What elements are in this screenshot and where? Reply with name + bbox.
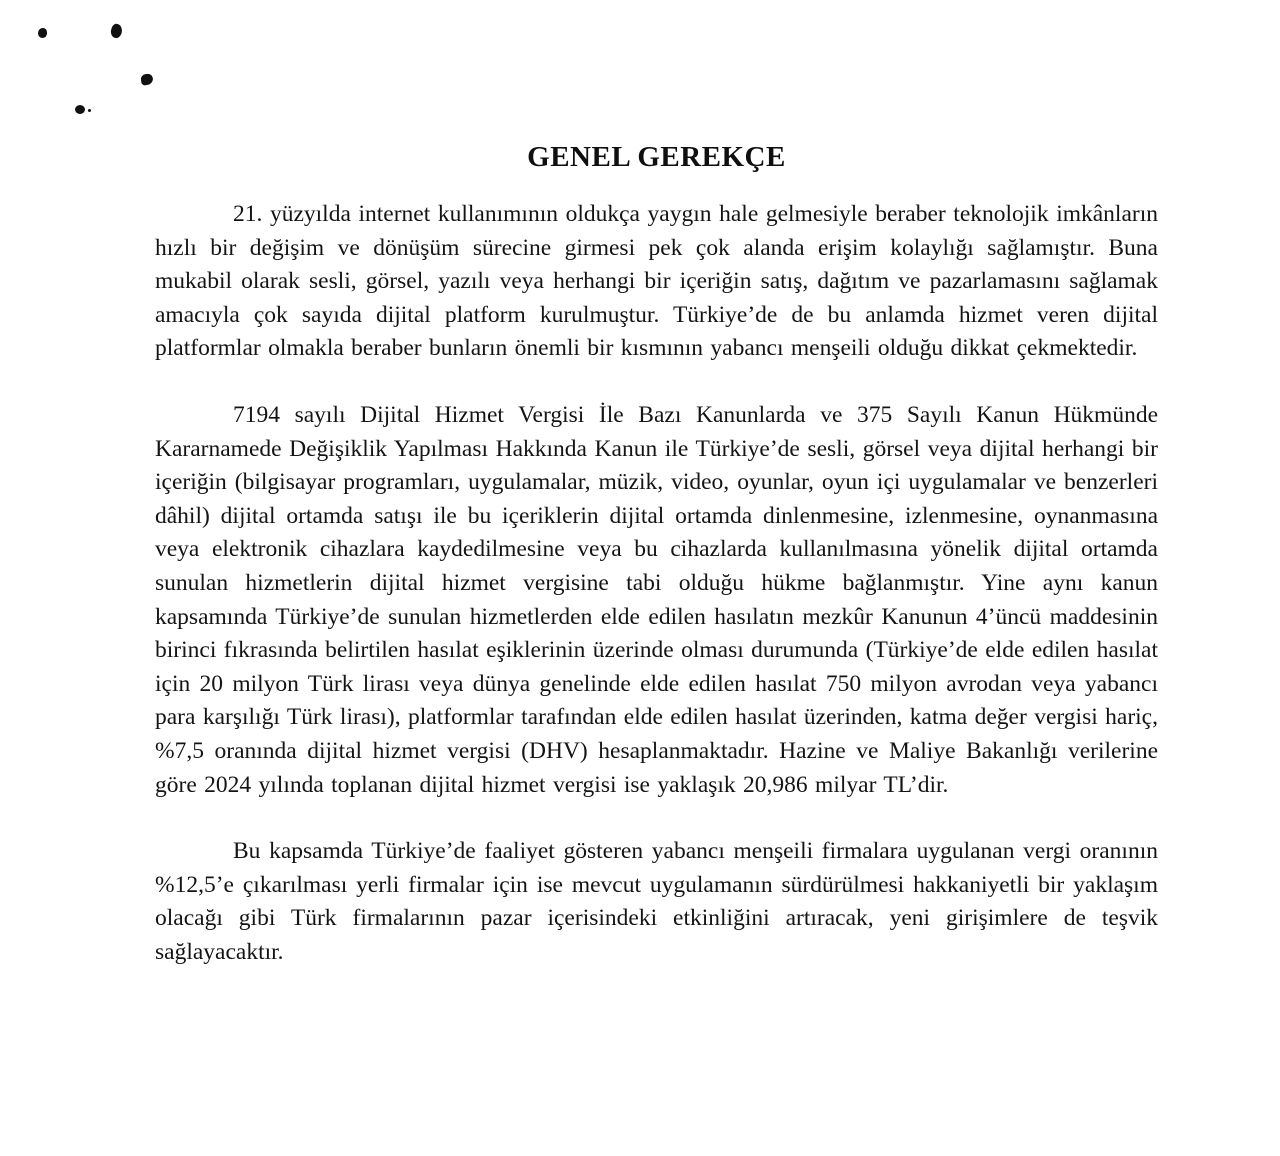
- paragraph-conclusion: Bu kapsamda Türkiye’de faaliyet gösteren yabancı menşeili firmalara uygulanan vergi oranının %12,5’e çıkarılması yerli firmalar için ise mevcut uygulamanın sürdürülmesi hakkaniyetli bir yaklaşım olacağı gibi Türk firmalarının pazar içerisindeki etkinliğini artıracak, yeni girişimlere de teşvik sağlayacaktır.: [155, 838, 1158, 965]
- document-body: [155, 198, 1158, 969]
- document-title: GENEL GEREKÇE: [527, 141, 786, 173]
- ink-speck: [88, 109, 91, 112]
- paragraph-intro: 21. yüzyılda internet kullanımının oldukça yaygın hale gelmesiyle beraber teknolojik imkânların hızlı bir değişim ve dönüşüm sürecine girmesi pek çok alanda erişim kolaylığı sağlamıştır. Buna mukabil olarak sesli, görsel, yazılı veya herhangi bir içeriğin satış, dağıtım ve pazarlamasını sağlamak amacıyla çok sayıda dijital platform kurulmuştur. Türkiye’de de bu anlamda hizmet veren dijital platformlar olmakla beraber bunların önemli bir kısmının yabancı menşeili olduğu dikkat çekmektedir.: [155, 201, 1158, 362]
- ink-speck: [109, 23, 124, 40]
- document-content: [155, 140, 1158, 969]
- ink-speck: [38, 28, 47, 38]
- ink-speck: [140, 73, 153, 86]
- paragraph-law-7194: 7194 sayılı Dijital Hizmet Vergisi İle Bazı Kanunlarda ve 375 Sayılı Kanun Hükmünde Kararnamede Değişiklik Yapılması Hakkında Kanun ile Türkiye’de sesli, görsel veya dijital herhangi bir içeriğin (bilgisayar programları, uygulamalar, müzik, video, oyunlar, oyun içi uygulamalar ve benzerleri dâhil) dijital ortamda satışı ile bu içeriklerin dijital ortamda dinlenmesine, izlenmesine, oynanmasına veya elektronik cihazlara kaydedilmesine veya bu cihazlarda kullanılmasına yönelik dijital ortamda sunulan hizmetlerin dijital hizmet vergisine tabi olduğu hükme bağlanmıştır. Yine aynı kanun kapsamında Türkiye’de sunulan hizmetlerden elde edilen hasılatın mezkûr Kanunun 4’üncü maddesinin birinci fıkrasında belirtilen hasılat eşiklerinin üzerinde olması durumunda (Türkiye’de elde edilen hasılat için 20 milyon Türk lirası veya dünya genelinde elde edilen hasılat 750 milyon avrodan veya yabancı para karşılığı Türk lirası), platformlar tarafından elde edilen hasılat üzerinden, katma değer vergisi hariç, %7,5 oranında dijital hizmet vergisi (DHV) hesaplanmaktadır. Hazine ve Maliye Bakanlığı verilerine göre 2024 yılında toplanan dijital hizmet vergisi ise yaklaşık 20,986 milyar TL’dir.: [155, 401, 1158, 798]
- ink-speck: [75, 105, 85, 114]
